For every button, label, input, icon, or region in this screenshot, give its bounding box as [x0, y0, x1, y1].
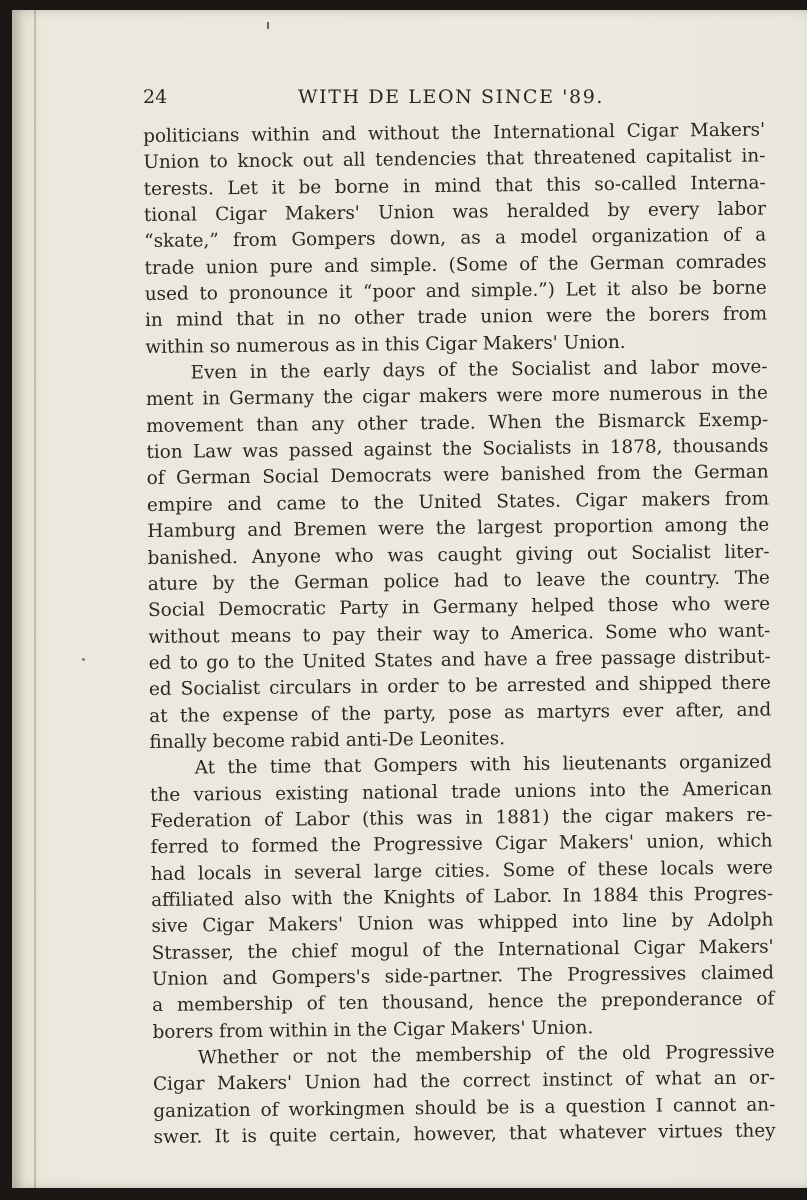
text-line: Strasser, the chief mogul of the International Cigar Makers' [151, 936, 774, 964]
text-line: at the expense of the party, pose as martyrs ever after, and [149, 699, 772, 727]
text-line: of German Social Democrats were banished from the German [146, 461, 769, 490]
text-line: terests. Let it be borne in mind that this so-called Interna- [143, 172, 766, 200]
text-line: ed Socialist circulars in order to be arrested and shipped there [148, 672, 771, 701]
text-line: ferred to formed the Progressive Cigar Makers' union, which [150, 830, 773, 859]
text-line: Even in the early days of the Socialist and labor move- [190, 356, 768, 384]
text-line: Federation of Labor (this was in 1881) the cigar makers re- [150, 804, 773, 832]
text-line: banished. Anyone who was caught giving out Socialist liter- [147, 540, 770, 569]
text-line: without means to pay their way to America. Some who want- [148, 619, 771, 648]
text-line: Hamburg and Bremen were the largest proportion among the [147, 514, 770, 543]
page-header [143, 86, 613, 114]
text-line: Social Democratic Party in Germany helped those who were [147, 593, 771, 622]
text-line: ature by the German police had to leave the country. The [147, 567, 770, 595]
running-title: WITH DE LEON SINCE '89. [298, 86, 605, 108]
print-mark [267, 22, 269, 29]
text-line: ment in Germany the cigar makers were more numerous in the [145, 382, 768, 411]
text-line: trade union pure and simple. (Some of the German comrades [144, 251, 767, 279]
text-line: a membership of ten thousand, hence the preponderance of [152, 988, 775, 1017]
body-text [143, 117, 776, 1151]
text-line: Union to knock out all tendencies that threatened capitalist in- [143, 145, 766, 174]
binding-gutter [34, 10, 36, 1188]
text-line: empire and came to the United States. Cigar makers from [146, 488, 770, 516]
text-line: ed to go to the United States and have a free passage distribut- [148, 646, 771, 674]
text-line: used to pronounce it “poor and simple.”) Let it also be borne [144, 277, 767, 306]
text-line: Union and Gompers's side-partner. The Progressives claimed [151, 962, 775, 990]
page-number: 24 [143, 86, 168, 108]
text-line: ganization of workingmen should be is a question I cannot an- [153, 1094, 776, 1122]
text-line: politicians within and without the International Cigar Makers' [143, 119, 766, 147]
text-line: movement than any other trade. When the Bismarck Exemp- [146, 409, 769, 437]
text-line: Whether or not the membership of the old Progressive [197, 1041, 775, 1069]
paper-speck [82, 658, 85, 661]
text-line: had locals in several large cities. Some of these locals were [150, 857, 773, 885]
text-line: affiliated also with the Knights of Labor. In 1884 this Progres- [151, 883, 774, 911]
text-line: the various existing national trade unions into the American [149, 778, 773, 806]
text-line: in mind that in no other trade union were the borers from [144, 303, 768, 332]
text-line: swer. It is quite certain, however, that whatever virtues they [153, 1120, 776, 1149]
text-line: borers from within in the Cigar Makers' Union. [152, 1017, 594, 1043]
text-line: within so numerous as in this Cigar Makers' Union. [145, 331, 626, 358]
text-line: tional Cigar Makers' Union was heralded by every labor [143, 198, 767, 227]
text-line: finally become rabid anti-De Leonites. [149, 728, 506, 753]
text-line: Cigar Makers' Union had the correct instinct of what an or- [152, 1067, 776, 1096]
text-line: “skate,” from Gompers down, as a model organization of a [144, 224, 767, 253]
text-line: sive Cigar Makers' Union was whipped into line by Adolph [151, 909, 774, 938]
text-line: tion Law was passed against the Socialists in 1878, thousands [146, 435, 769, 464]
text-line: At the time that Gompers with his lieutenants organized [194, 751, 772, 779]
